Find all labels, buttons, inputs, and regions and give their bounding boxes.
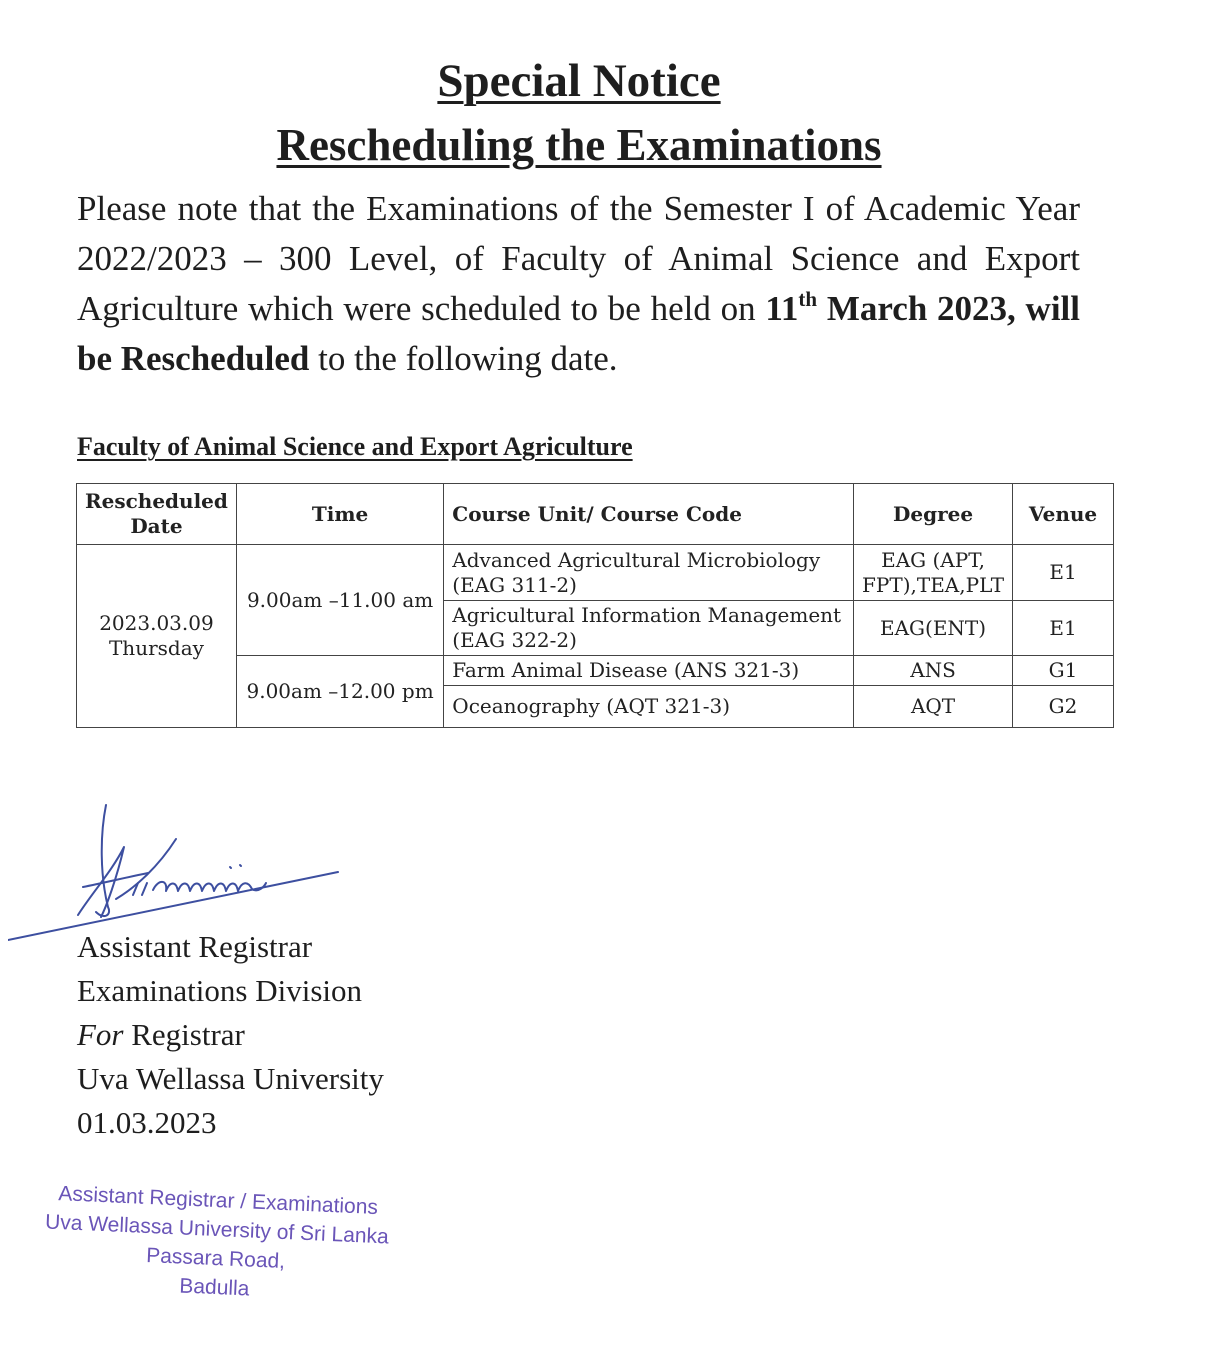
original-date-suffix: th [798, 287, 818, 311]
degree-cell: AQT [854, 686, 1013, 728]
degree-cell: ANS [854, 656, 1013, 686]
faculty-heading: Faculty of Animal Science and Export Agriculture [77, 432, 633, 461]
course-cell: Advanced Agricultural Microbiology (EAG 311-2) [444, 545, 854, 601]
schedule-table [76, 483, 1114, 728]
header-time: Time [236, 484, 443, 545]
signatory-division: Examinations Division [77, 973, 363, 1008]
stamp-line-1: Assistant Registrar / Examinations [57, 1182, 379, 1220]
day-value: Thursday [108, 636, 204, 660]
header-rescheduled-date: Rescheduled Date [77, 484, 237, 545]
notice-subtitle: Rescheduling the Examinations [276, 120, 882, 170]
stamp-line-4: Badulla [178, 1274, 250, 1301]
course-cell: Farm Animal Disease (ANS 321-3) [444, 656, 854, 686]
intro-text-1: Please note that the Examinations of the Semester I of Academic Year 2022/2023 – 300 Level, of Faculty of Animal Science and Export Agriculture which were scheduled to be held on [77, 189, 1080, 328]
header-degree: Degree [854, 484, 1013, 545]
signatory-title: Assistant Registrar [77, 929, 313, 964]
time-slot-1: 9.00am –11.00 am [236, 545, 443, 656]
intro-paragraph [77, 184, 1080, 384]
date-cell [77, 545, 237, 728]
for-label: For [77, 1017, 124, 1052]
date-value: 2023.03.09 [99, 611, 214, 635]
university-name: Uva Wellassa University [77, 1061, 384, 1096]
venue-cell: G2 [1013, 686, 1114, 728]
header-venue: Venue [1013, 484, 1114, 545]
table-row [77, 545, 1114, 601]
stamp-line-3: Passara Road, [145, 1243, 286, 1274]
signatory-block [77, 925, 384, 1145]
course-cell: Agricultural Information Management (EAG 322-2) [444, 601, 854, 656]
intro-text-2: to the following date. [309, 339, 618, 378]
original-date-rest: March 2023, will be Rescheduled [77, 289, 1080, 378]
course-cell: Oceanography (AQT 321-3) [444, 686, 854, 728]
time-slot-2: 9.00am –12.00 pm [236, 656, 443, 728]
table-header-row [77, 484, 1114, 545]
venue-cell: G1 [1013, 656, 1114, 686]
degree-cell: EAG (APT, FPT),TEA,PLT [854, 545, 1013, 601]
venue-cell: E1 [1013, 545, 1114, 601]
notice-date: 01.03.2023 [77, 1105, 217, 1140]
degree-cell: EAG(ENT) [854, 601, 1013, 656]
venue-cell: E1 [1013, 601, 1114, 656]
official-stamp [29, 1178, 404, 1310]
notice-title: Special Notice [437, 55, 721, 107]
header-course: Course Unit/ Course Code [444, 484, 854, 545]
registrar-label: Registrar [123, 1017, 245, 1052]
signatory-for [77, 1013, 384, 1057]
original-date-day: 11 [765, 289, 799, 328]
stamp-line-2: Uva Wellassa University of Sri Lanka [44, 1210, 390, 1249]
